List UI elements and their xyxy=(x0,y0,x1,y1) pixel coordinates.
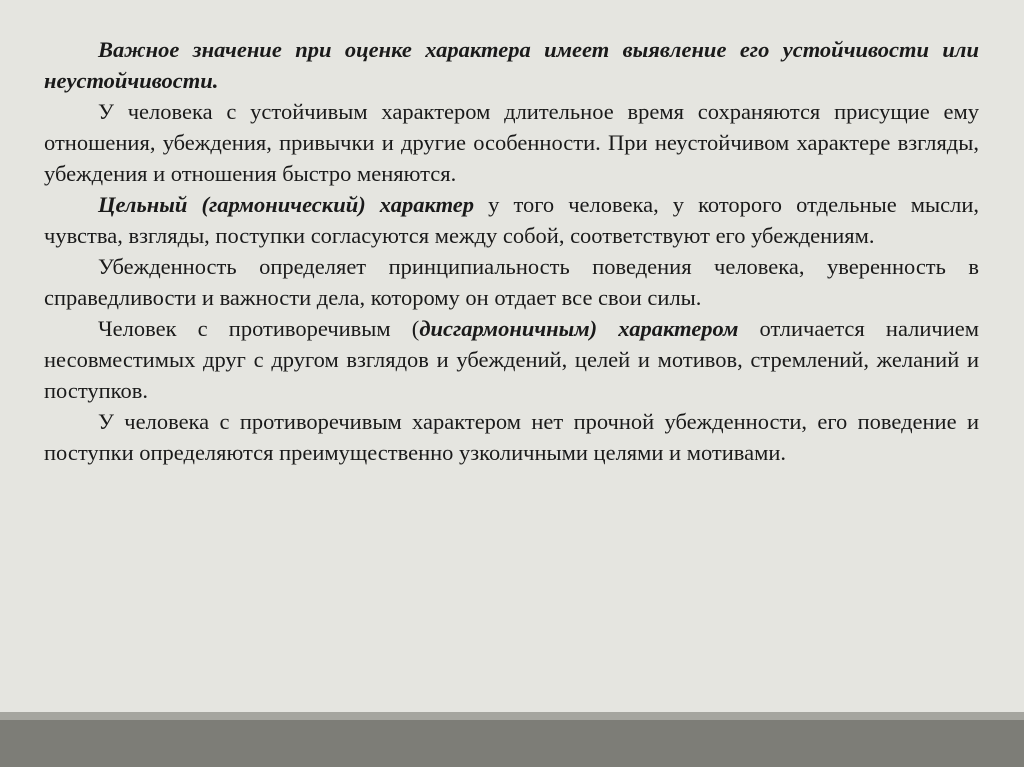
footer-band-dark xyxy=(0,720,1024,767)
paragraph-no-firm-conviction: У человека с противоречивым характером нет прочной убежденности, его поведение и поступки определяются преимущественно узколичными целями и мотивами. xyxy=(44,409,979,465)
term-disharmonious-character: дисгармоничным) характером xyxy=(419,316,739,341)
paragraph-5-lead: Человек с противоречивым ( xyxy=(98,316,420,341)
paragraph-3-rest: у того человека, у которого отдельные мысли, чувства, взгляды, поступки согласуются между собой, соответствуют его убеждениям. xyxy=(44,192,979,248)
paragraph-5-rest: отличается наличием несовместимых друг с другом взглядов и убеждений, целей и мотивов, стремлений, желаний и поступков. xyxy=(44,316,979,403)
paragraph-conviction: Убежденность определяет принципиальность поведения человека, уверенность в справедливости и важности дела, которому он отдает все свои силы. xyxy=(44,254,979,310)
term-integral-character: Цельный (гармонический) характер xyxy=(98,192,475,217)
slide-text-block xyxy=(44,34,979,468)
paragraph-importance-of-stability xyxy=(44,34,979,96)
paragraph-stable-character: У человека с устойчивым характером длительное время сохраняются присущие ему отношения, убеждения, привычки и другие особенности. При неустойчивом характере взгляды, убеждения и отношения быстро меняются. xyxy=(44,99,979,186)
paragraph-contradictory-character xyxy=(44,313,979,406)
paragraph-integral-character xyxy=(44,189,979,251)
footer-band-light xyxy=(0,712,1024,720)
paragraph-1-text: Важное значение при оценке характера имеет выявление его устойчивости или неустойчивости. xyxy=(44,37,979,93)
